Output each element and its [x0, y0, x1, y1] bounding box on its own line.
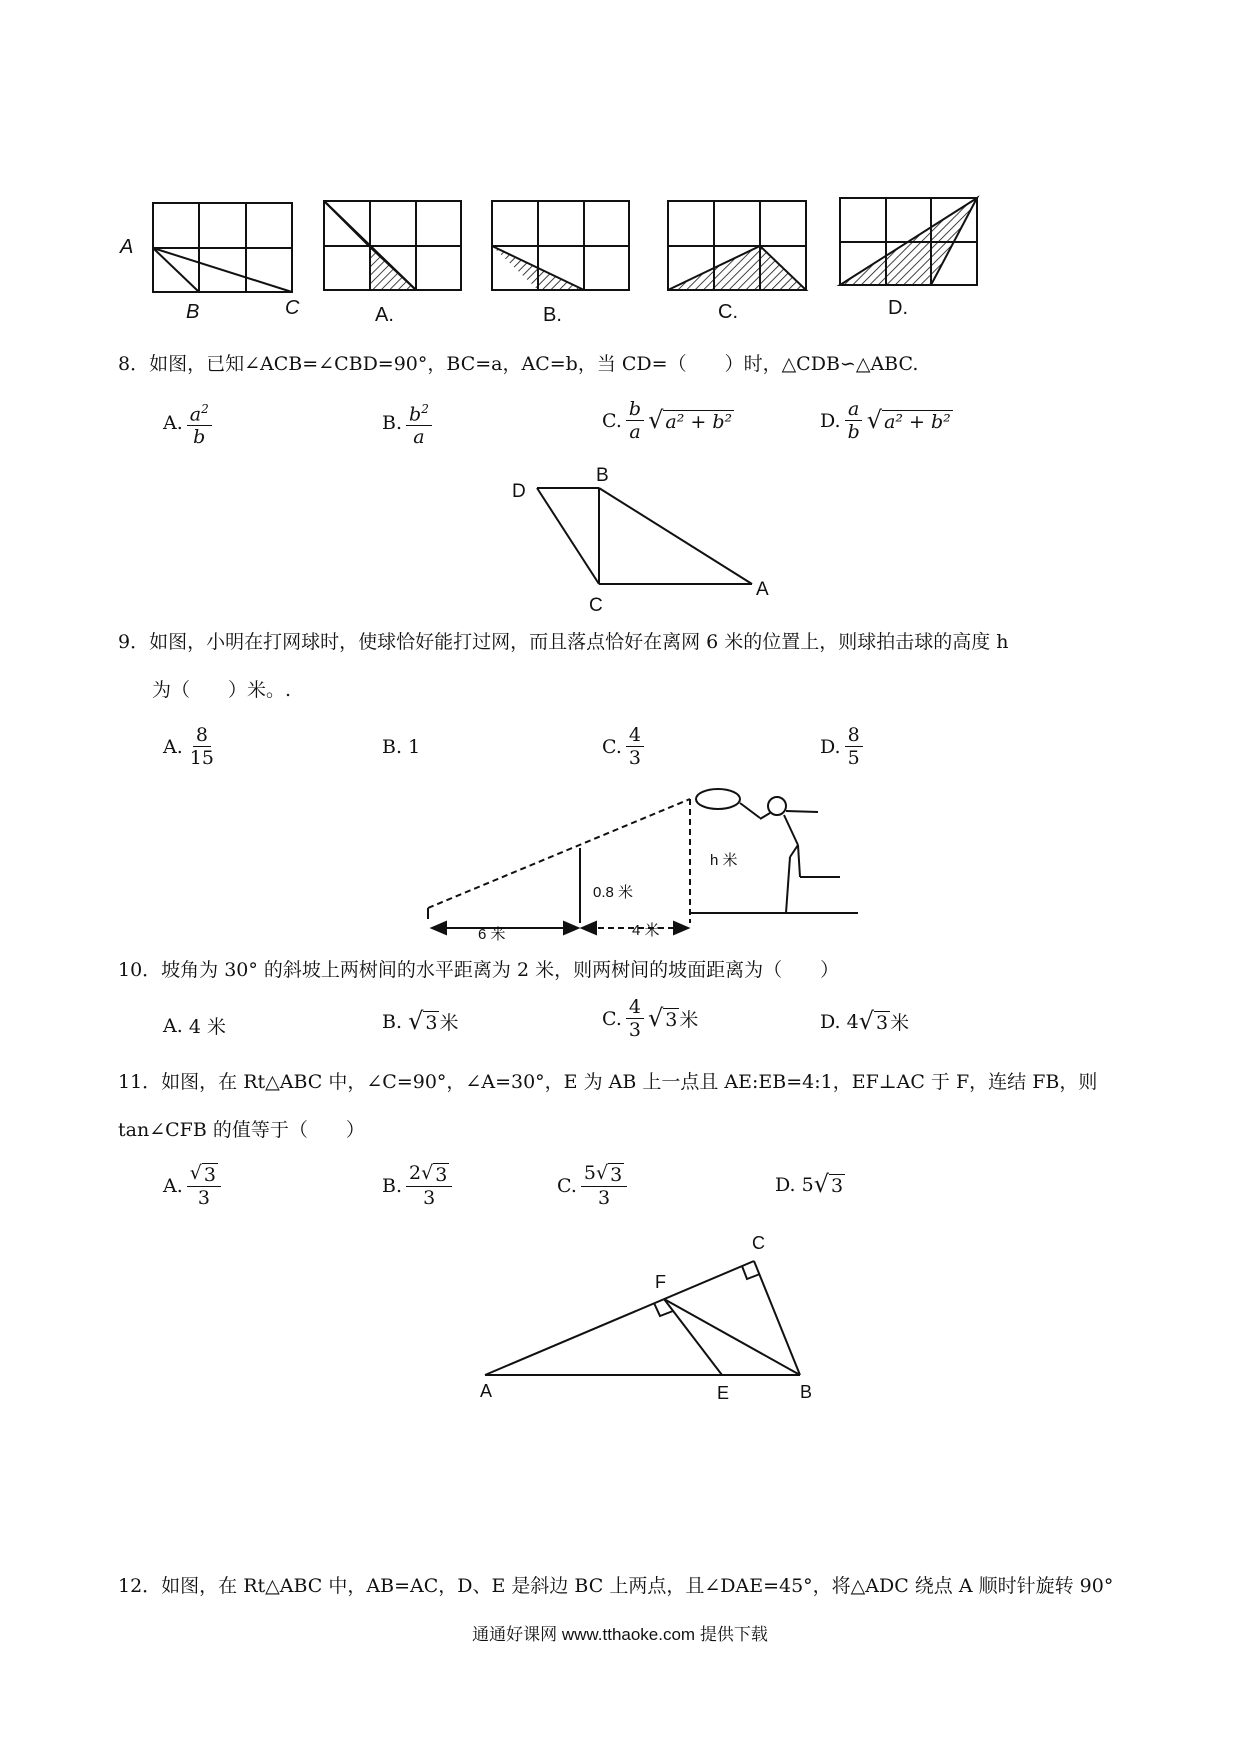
grid-choice-a — [324, 201, 461, 290]
q8-c-num: b — [626, 398, 644, 421]
q11-b-rad: 3 — [435, 1164, 448, 1186]
q11-option-a: A. √ 3 3 — [163, 1162, 225, 1209]
q9-d-num: 8 — [845, 724, 863, 747]
q11-b-den: 3 — [423, 1187, 436, 1209]
q11-opt-b-label: B. — [382, 1174, 403, 1197]
q11-line1: 11．如图，在 Rt△ABC 中，∠C=90°，∠A=30°，E 为 AB 上一点且 AE:EB=4:1，EF⊥AC 于 F，连结 FB，则 — [118, 1071, 1098, 1093]
grid-choice-d — [840, 198, 977, 285]
q8-a-den: b — [193, 426, 206, 449]
q11-line2: tan∠CFB 的值等于（ ） — [118, 1119, 365, 1141]
q8-fig-label-b: B — [596, 465, 609, 486]
q8-text: 8．如图，已知∠ACB=∠CBD=90°，BC=a，AC=b，当 CD=（ ）时，△CDB∽△ABC. — [118, 353, 919, 375]
q11-c-coef: 5 — [583, 1162, 596, 1184]
q8-opt-d-label: D. — [820, 409, 841, 432]
q8-figure — [0, 465, 1240, 616]
grid-choice-label-a: A. — [375, 304, 394, 326]
q8-d-num: a — [845, 398, 862, 421]
q11-opt-a-label: A. — [163, 1174, 183, 1197]
grid-choice-c — [668, 201, 806, 290]
q9-c-den: 3 — [628, 747, 641, 769]
q11-b-coef: 2 — [409, 1162, 422, 1184]
q9-opt-d-label: D. — [820, 735, 841, 758]
q11-figure — [0, 1225, 1240, 1405]
grid-choice-label-b: B. — [543, 304, 562, 326]
q10-c-unit: 米 — [679, 1009, 699, 1031]
q9-option-c — [602, 724, 648, 769]
q11-fig-label-e: E — [717, 1383, 730, 1403]
q10-opt-a-label: A. — [163, 1014, 183, 1037]
q8-a-exp: 2 — [201, 402, 209, 416]
q9-option-b — [382, 736, 420, 758]
q10-c-num: 4 — [626, 996, 644, 1019]
q8-fig-label-c: C — [589, 595, 603, 616]
q11-option-d: D. 5 √ 3 — [775, 1170, 844, 1198]
q11-option-b: B. 2 √ 3 3 — [382, 1162, 456, 1209]
q8-d-rad: a² + b² — [884, 411, 951, 433]
q10-opt-b-label: B. — [382, 1010, 403, 1033]
q9-b-val: 1 — [408, 736, 421, 758]
q11-fig-label-b: B — [800, 1382, 813, 1402]
q8-b-exp: 2 — [421, 402, 429, 416]
q10-c-rad: 3 — [665, 1009, 678, 1031]
q11-fig-label-a: A — [480, 1381, 493, 1401]
q9-line2: 为（ ）米。. — [152, 679, 292, 701]
q11-option-c: C. 5 √ 3 3 — [557, 1162, 631, 1209]
q9-fig-d1-label: 6 米 — [478, 926, 506, 943]
q11-d-rad: 3 — [831, 1175, 844, 1197]
q11-a-den: 3 — [197, 1187, 210, 1209]
q9-line1: 9．如图，小明在打网球时，使球恰好能打过网，而且落点恰好在离网 6 米的位置上，则球拍击球的高度 h — [118, 631, 1009, 653]
q9-fig-h-label: h 米 — [710, 852, 738, 869]
q8-b-den: a — [413, 426, 425, 449]
q11-c-den: 3 — [598, 1187, 611, 1209]
q10-a-val: 4 米 — [188, 1016, 226, 1038]
q10-c-den: 3 — [628, 1019, 641, 1041]
q10-d-coef: 4 — [846, 1010, 859, 1033]
q8-fig-label-a: A — [756, 579, 769, 600]
q8-option-a — [163, 398, 216, 448]
q10-d-rad: 3 — [876, 1012, 889, 1034]
q8-b-num: b — [409, 403, 422, 426]
q9-a-den: 15 — [189, 747, 214, 769]
q9-option-a — [163, 724, 221, 769]
q10-opt-c-label: C. — [602, 1007, 622, 1030]
grid-figures — [0, 0, 1240, 330]
q8-c-rad: a² + b² — [665, 411, 733, 433]
orig-label-b: B — [186, 301, 200, 323]
grid-choice-label-d: D. — [888, 297, 908, 319]
q10-b-unit: 米 — [439, 1012, 459, 1034]
q10-option-c: C. $\frac{4}{3}$ √ 3 米 — [602, 996, 699, 1041]
q10-text: 10．坡角为 30° 的斜坡上两树间的水平距离为 2 米，则两树间的坡面距离为（ ） — [118, 959, 840, 981]
q8-opt-a-label: A. — [163, 412, 183, 435]
grid-choice-b — [492, 201, 629, 290]
q10-option-b: B. √ 3 米 — [382, 1007, 459, 1035]
q11-fig-label-c: C — [752, 1233, 765, 1253]
q10-d-unit: 米 — [890, 1012, 910, 1034]
q9-opt-a-label: A. — [163, 735, 183, 758]
q8-option-b — [382, 398, 436, 448]
q11-c-rad: 3 — [610, 1164, 623, 1186]
q9-opt-b-label: B. — [382, 736, 403, 758]
grid-choice-label-c: C. — [718, 301, 738, 323]
q8-c-den: a — [629, 421, 641, 443]
q8-opt-b-label: B. — [382, 412, 403, 435]
q8-d-den: b — [847, 421, 860, 443]
q9-opt-c-label: C. — [602, 735, 622, 758]
q9-figure — [0, 785, 1240, 945]
q10-b-rad: 3 — [425, 1012, 438, 1034]
q12-text: 12．如图，在 Rt△ABC 中，AB=AC，D、E 是斜边 BC 上两点，且∠DAE=45°，将△ADC 绕点 A 顺时针旋转 90° — [118, 1575, 1114, 1597]
q11-d-coef: 5 — [801, 1173, 814, 1196]
q9-fig-d2-label: 4 米 — [632, 922, 660, 939]
q8-option-c: C. $\frac{b}{a}$ √ a² + b² — [602, 398, 733, 443]
q11-a-rad: 3 — [203, 1164, 216, 1186]
q8-fig-label-d: D — [512, 481, 526, 502]
orig-label-c: C — [285, 297, 300, 319]
q9-d-den: 5 — [847, 747, 860, 769]
q9-a-num: 8 — [193, 724, 211, 747]
q8-option-d: D. $\frac{a}{b}$ √ a² + b² — [820, 398, 951, 443]
q10-option-a — [163, 1012, 226, 1039]
q11-opt-d-label: D. — [775, 1173, 796, 1196]
q9-c-num: 4 — [626, 724, 644, 747]
q11-opt-c-label: C. — [557, 1174, 577, 1197]
page-footer: 通通好课网 www.tthaoke.com 提供下载 — [472, 1625, 768, 1644]
q10-option-d: D. 4 √ 3 米 — [820, 1007, 910, 1035]
q9-option-d — [820, 724, 867, 769]
q8-a-num: a — [189, 403, 202, 426]
q9-fig-net-label: 0.8 米 — [593, 884, 634, 901]
original-grid — [153, 203, 292, 292]
orig-label-a: A — [120, 236, 134, 258]
q8-opt-c-label: C. — [602, 409, 622, 432]
q10-opt-d-label: D. — [820, 1010, 841, 1033]
q11-fig-label-f: F — [655, 1272, 666, 1292]
